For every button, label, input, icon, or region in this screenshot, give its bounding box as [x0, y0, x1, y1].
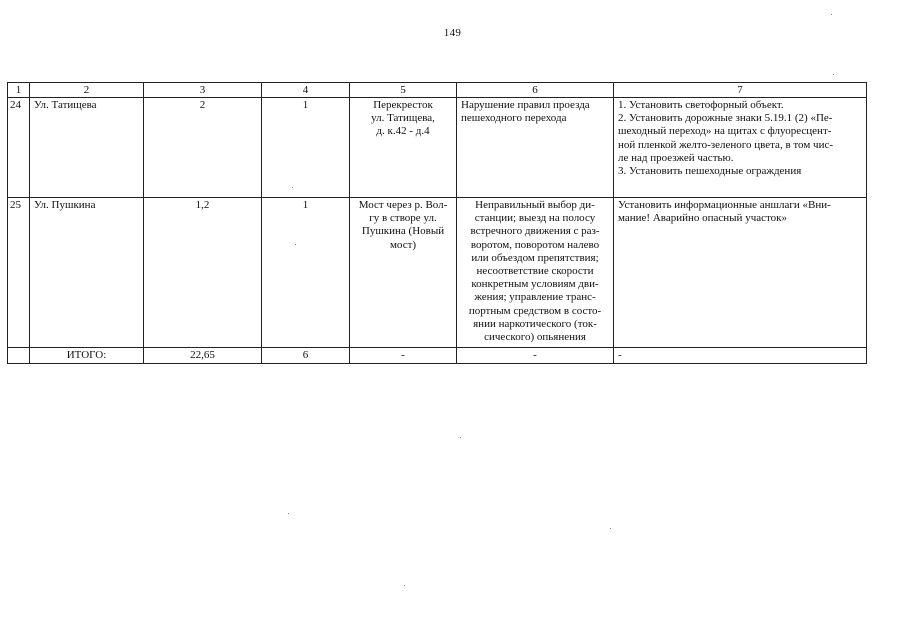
header-cell: 7	[614, 83, 867, 98]
violation-line: Неправильный выбор ди-	[475, 199, 595, 211]
scan-speck	[288, 513, 289, 514]
street-cell: Ул. Пушкина	[30, 198, 144, 348]
scan-speck	[292, 187, 293, 188]
violation-line: несоответствие скорости	[476, 265, 594, 278]
header-cell: 4	[262, 83, 350, 98]
measures-cell	[614, 98, 867, 198]
count-cell: 1	[262, 198, 350, 348]
total-value-cell: 22,65	[144, 348, 262, 364]
measures-line: мание! Аварийно опасный участок»	[618, 212, 787, 225]
street-cell: Ул. Татищева	[30, 98, 144, 198]
measures-line: ле над проезжей частью.	[618, 151, 734, 164]
location-line: гу в створе ул.	[369, 212, 437, 225]
violation-line: пешеходного перехода	[461, 112, 567, 125]
scan-speck	[404, 585, 405, 586]
page-number: 149	[443, 27, 462, 39]
violation-cell	[457, 198, 614, 348]
location-line: д. к.42 - д.4	[376, 125, 430, 138]
measures-line: шеходный переход» на щитах с флуоресцент-	[618, 125, 832, 138]
header-cell: 5	[350, 83, 457, 98]
total-label: ИТОГО:	[30, 348, 144, 364]
violation-line: жения; управление транс-	[474, 291, 596, 304]
total-measures-cell: -	[614, 348, 867, 364]
measures-line: Установить информационные аншлаги «Вни-	[618, 199, 831, 211]
measures-line: 1. Установить светофорный объект.	[618, 99, 784, 111]
column-number-row	[8, 83, 867, 98]
scan-speck	[610, 528, 611, 529]
measures-line: 2. Установить дорожные знаки 5.19.1 (2) «Пе-	[618, 112, 833, 125]
location-line: Мост через р. Вол-	[358, 199, 448, 211]
value-cell: 2	[144, 98, 262, 198]
violation-line: портным средством в состо-	[468, 304, 602, 317]
total-row	[8, 348, 867, 364]
total-count-cell: 6	[262, 348, 350, 364]
row-number-cell: 25	[8, 198, 30, 348]
violation-line: сического) опьянения	[484, 331, 586, 344]
total-empty-cell	[8, 348, 30, 364]
value-cell: 1,2	[144, 198, 262, 348]
count-cell: 1	[262, 98, 350, 198]
location-line: Пушкина (Новый	[361, 225, 445, 238]
measures-cell	[614, 198, 867, 348]
table-row	[8, 198, 867, 348]
violation-line: Нарушение правил проезда	[461, 99, 590, 111]
location-cell	[350, 98, 457, 198]
scan-speck	[295, 244, 296, 245]
location-line: ул. Татищева,	[371, 112, 435, 125]
header-cell: 1	[8, 83, 30, 98]
scan-speck	[460, 437, 461, 438]
violation-cell	[457, 98, 614, 198]
violation-line: конкретным условиям дви-	[471, 278, 599, 291]
table-row	[8, 98, 867, 198]
measures-line: ной пленкой желто-зеленого цвета, в том чис-	[618, 138, 834, 151]
header-cell: 6	[457, 83, 614, 98]
location-line: мост)	[389, 238, 417, 251]
violation-line: станции; выезд на полосу	[474, 212, 596, 225]
violation-line: или объездом препятствия;	[471, 251, 599, 264]
accident-sites-table	[7, 82, 867, 364]
header-cell: 2	[30, 83, 144, 98]
total-violation-cell: -	[457, 348, 614, 364]
location-cell	[350, 198, 457, 348]
header-cell: 3	[144, 83, 262, 98]
violation-line: встречного движения с раз-	[470, 225, 600, 238]
total-location-cell: -	[350, 348, 457, 364]
violation-line: янии наркотического (ток-	[473, 317, 597, 330]
scan-speck	[833, 74, 834, 75]
measures-line: 3. Установить пешеходные ограждения	[618, 165, 802, 178]
violation-line: воротом, поворотом налево	[470, 238, 600, 251]
row-number-cell: 24	[8, 98, 30, 198]
scan-speck	[831, 14, 832, 15]
location-line: Перекресток	[373, 99, 433, 111]
